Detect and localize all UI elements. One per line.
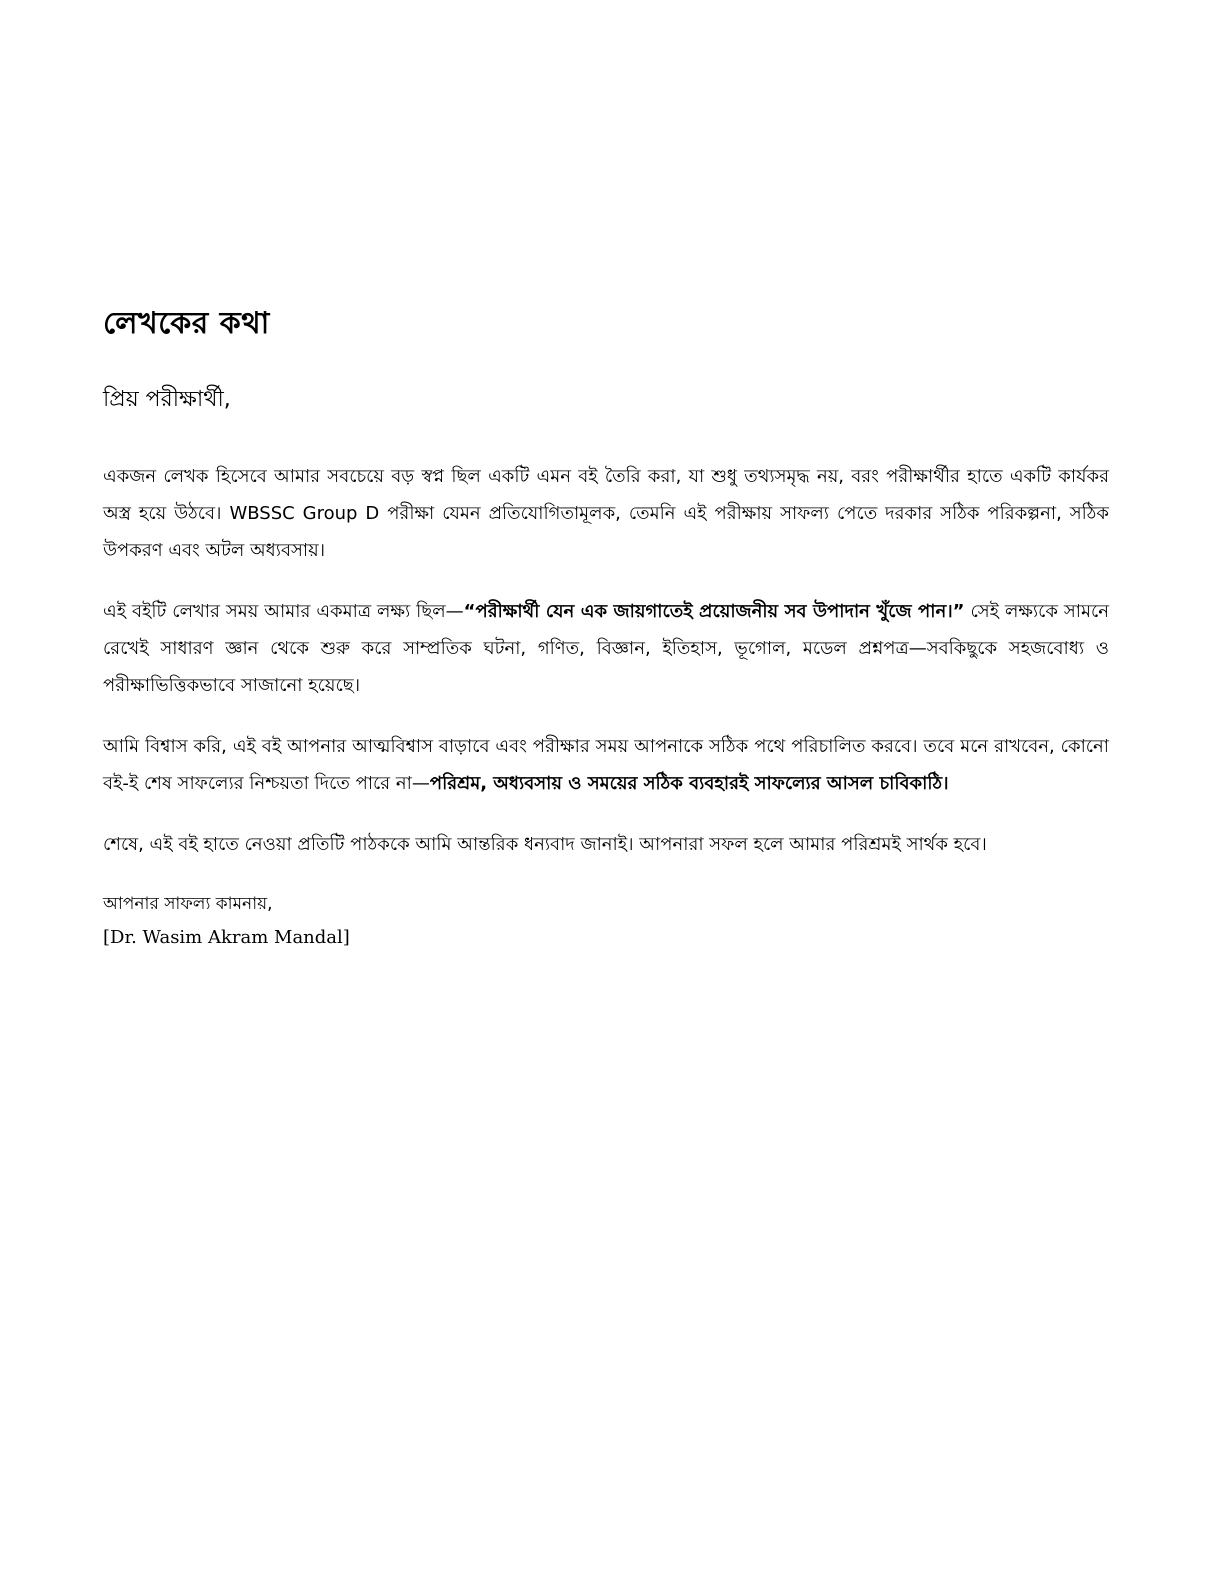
paragraph-4-text: শেষে, এই বই হাতে নেওয়া প্রতিটি পাঠককে আমি আন্তরিক ধন্যবাদ জানাই। আপনারা সফল হলে আমার পরিশ্রমই সার্থক হবে। bbox=[103, 834, 987, 855]
salutation: প্রিয় পরীক্ষার্থী, bbox=[103, 387, 231, 412]
paragraph-1-text: একজন লেখক হিসেবে আমার সবচেয়ে বড় স্বপ্ন ছিল একটি এমন বই তৈরি করা, যা শুধু তথ্যসমৃদ্ধ নয়, বরং পরীক্ষার্থীর হাতে একটি কার্যকর অস্ত্র হয়ে উঠবে। WBSSC Group D পরীক্ষা যেমন প্রতিযোগিতামূলক, তেমনি এই পরীক্ষায় সাফল্য পেতে দরকার সঠিক পরিকল্পনা, সঠিক উপকরণ এবং অটল অধ্যবসায়। bbox=[103, 466, 1109, 561]
paragraph-1 bbox=[103, 458, 1109, 569]
author-signature: [Dr. Wasim Akram Mandal] bbox=[103, 927, 350, 948]
document-page bbox=[103, 300, 1109, 955]
paragraph-3 bbox=[103, 728, 1109, 802]
page-title: লেখকের কথা bbox=[103, 306, 270, 341]
paragraph-3-bold-emphasis: পরিশ্রম, অধ্যবসায় ও সময়ের সঠিক ব্যবহারই সাফল্যের আসল চাবিকাঠি। bbox=[429, 773, 949, 794]
paragraph-2-bold-quote: “পরীক্ষার্থী যেন এক জায়গাতেই প্রয়োজনীয় সব উপাদান খুঁজে পান।” bbox=[463, 601, 965, 622]
paragraph-2-text-rest: সেই লক্ষ্যকে সামনে রেখেই সাধারণ জ্ঞান থেকে শুরু করে সাম্প্রতিক ঘটনা, গণিত, বিজ্ঞান, ইতিহাস, ভূগোল, মডেল প্রশ্নপত্র—সবকিছুকে সহজবোধ্য ও পরীক্ষাভিত্তিকভাবে সাজানো হয়েছে। bbox=[103, 601, 1110, 696]
paragraph-2-text-intro: এই বইটি লেখার সময় আমার একমাত্র লক্ষ্য ছিল— bbox=[103, 601, 464, 622]
paragraph-2 bbox=[103, 593, 1109, 704]
closing-line: আপনার সাফল্য কামনায়, bbox=[103, 894, 273, 914]
paragraph-4 bbox=[103, 826, 1109, 863]
paragraph-3-text: আমি বিশ্বাস করি, এই বই আপনার আত্মবিশ্বাস বাড়াবে এবং পরীক্ষার সময় আপনাকে সঠিক পথে পরিচালিত করবে। তবে মনে রাখবেন, কোনো বই-ই শেষ সাফল্যের নিশ্চয়তা দিতে পারে না— bbox=[103, 736, 1109, 794]
